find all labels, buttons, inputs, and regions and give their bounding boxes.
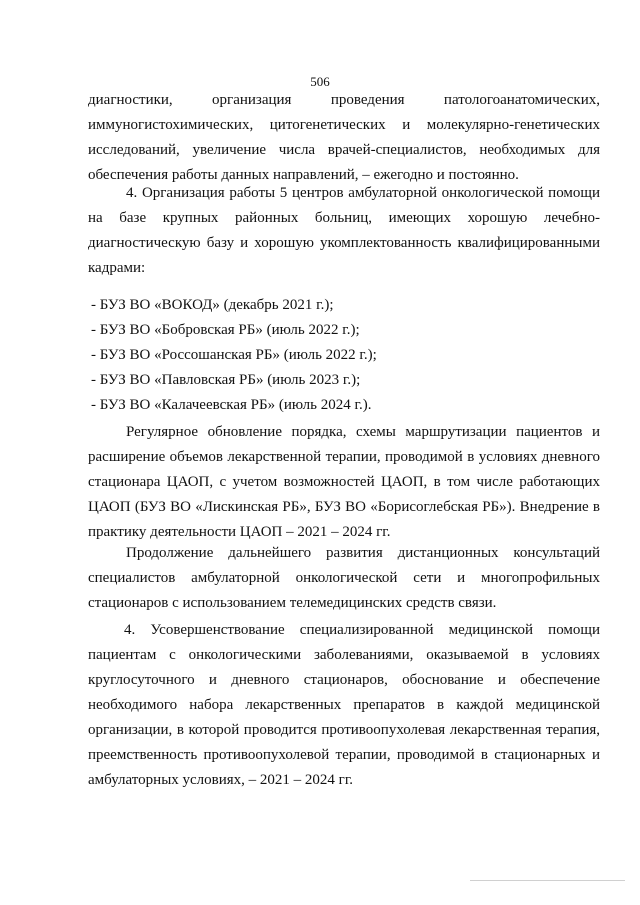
paragraph-text: 4. Усовершенствование специализированной медицинской помощи пациентам с онкологическими заболеваниями, оказываемой в условиях круглосуточного и дневного стационаров, обоснование и обеспечение необходимого набора лекарственных препаратов в каждой медицинской организации, в которой проводится противоопухолевая лекарственная терапия, преемственность противоопухолевой терапии, проводимой в стационарных и амбулаторных условиях, – 2021 – 2024 гг. xyxy=(88,622,600,788)
paragraph-centers xyxy=(88,181,600,281)
list-item: - БУЗ ВО «Бобровская РБ» (июль 2022 г.); xyxy=(91,322,360,338)
paragraph-diagnostics xyxy=(88,88,600,188)
page-number: 506 xyxy=(310,74,330,89)
paragraph-text: диагностики, организация проведения патологоанатомических, иммуногистохимических, цитогенетических и молекулярно-генетических исследований, увеличение числа врачей-специалистов, необходимых для обеспечения работы данных направлений, – ежегодно и постоянно. xyxy=(88,92,600,183)
paragraph-routing xyxy=(88,420,600,545)
paragraph-specialized-care xyxy=(88,618,600,793)
list-item: - БУЗ ВО «Калачеевская РБ» (июль 2024 г.). xyxy=(91,397,372,413)
scan-artifact-line xyxy=(470,880,625,881)
list-item: - БУЗ ВО «Павловская РБ» (июль 2023 г.); xyxy=(91,372,361,388)
list-item: - БУЗ ВО «ВОКОД» (декабрь 2021 г.); xyxy=(91,297,334,313)
centers-list xyxy=(91,293,600,418)
paragraph-text: 4. Организация работы 5 центров амбулаторной онкологической помощи на базе крупных районных больниц, имеющих хорошую лечебно-диагностическую базу и хорошую укомплектованность квалифицированными кадрами: xyxy=(88,185,600,276)
list-item: - БУЗ ВО «Россошанская РБ» (июль 2022 г.); xyxy=(91,347,377,363)
paragraph-telemedicine xyxy=(88,541,600,616)
paragraph-text: Продолжение дальнейшего развития дистанционных консультаций специалистов амбулаторной онкологической сети и многопрофильных стационаров с использованием телемедицинских средств связи. xyxy=(88,545,600,611)
paragraph-text: Регулярное обновление порядка, схемы маршрутизации пациентов и расширение объемов лекарственной терапии, проводимой в условиях дневного стационара ЦАОП, с учетом возможностей ЦАОП, в том числе работающих ЦАОП (БУЗ ВО «Лискинская РБ», БУЗ ВО «Борисоглебская РБ»). Внедрение в практику деятельности ЦАОП – 2021 – 2024 гг. xyxy=(88,424,600,540)
